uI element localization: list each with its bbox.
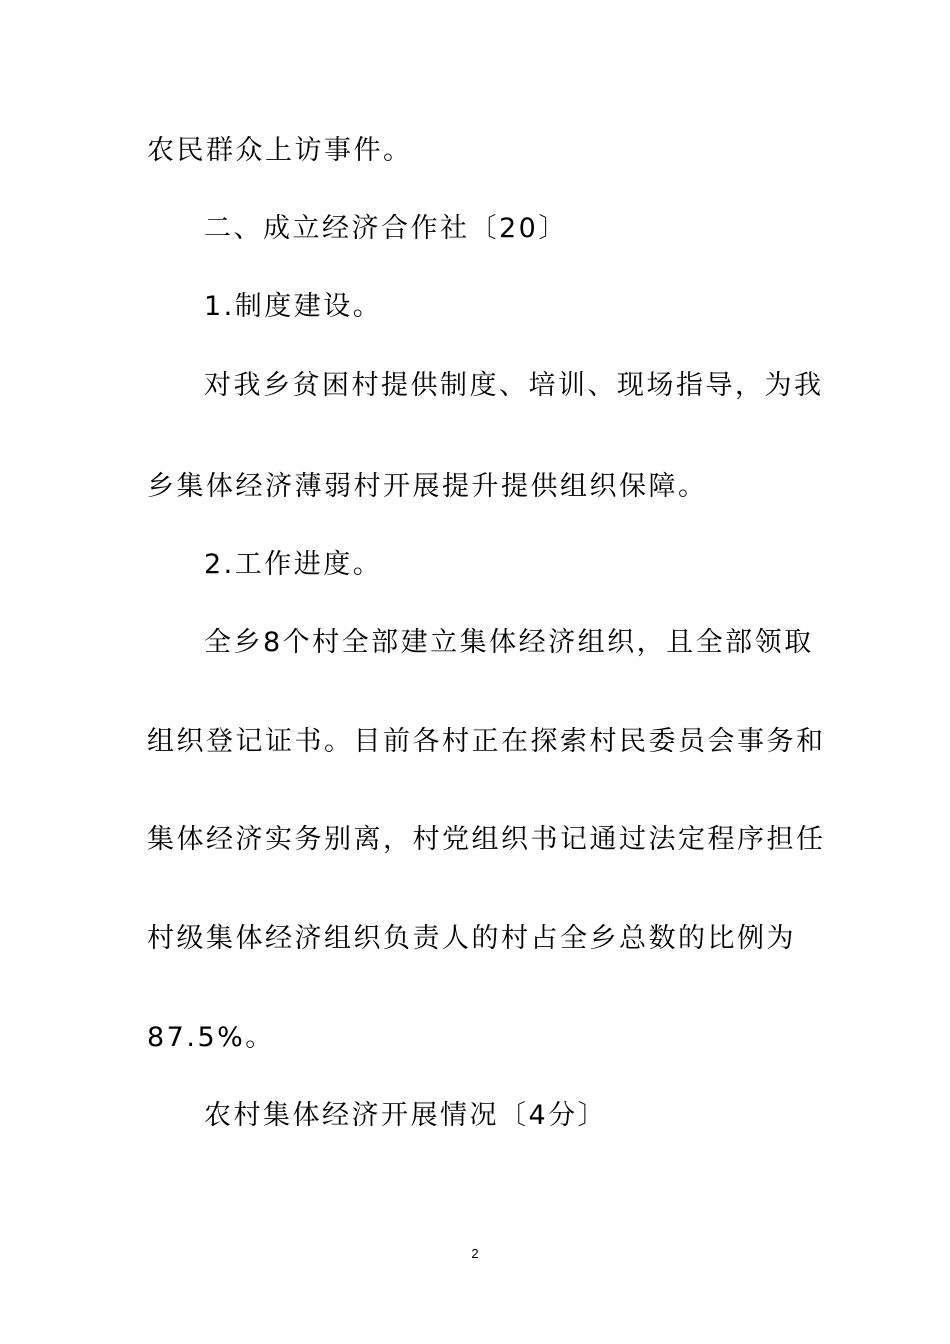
text-line-5: 乡集体经济薄弱村开展提升提供组织保障。	[147, 471, 708, 502]
text-line-9: 集体经济实务别离，村党组织书记通过法定程序担任	[147, 824, 826, 855]
subheading-2: 2.工作进度。	[204, 549, 383, 580]
section-heading-2: 二、成立经济合作社〔20〕	[204, 213, 568, 244]
section-heading-3: 农村集体经济开展情况〔4分〕	[204, 1100, 608, 1131]
text-line-7: 全乡8个村全部建立集体经济组织，且全部领取	[204, 627, 814, 658]
text-line-8: 组织登记证书。目前各村正在探索村民委员会事务和	[147, 726, 826, 757]
text-line-4: 对我乡贫困村提供制度、培训、现场指导，为我	[204, 370, 824, 401]
text-line-1: 农民群众上访事件。	[147, 135, 413, 166]
subheading-1: 1.制度建设。	[204, 291, 383, 322]
text-line-10: 村级集体经济组织负责人的村占全乡总数的比例为	[147, 923, 796, 954]
page-number: 2	[471, 1246, 479, 1261]
text-line-11: 87.5%。	[147, 1022, 275, 1053]
